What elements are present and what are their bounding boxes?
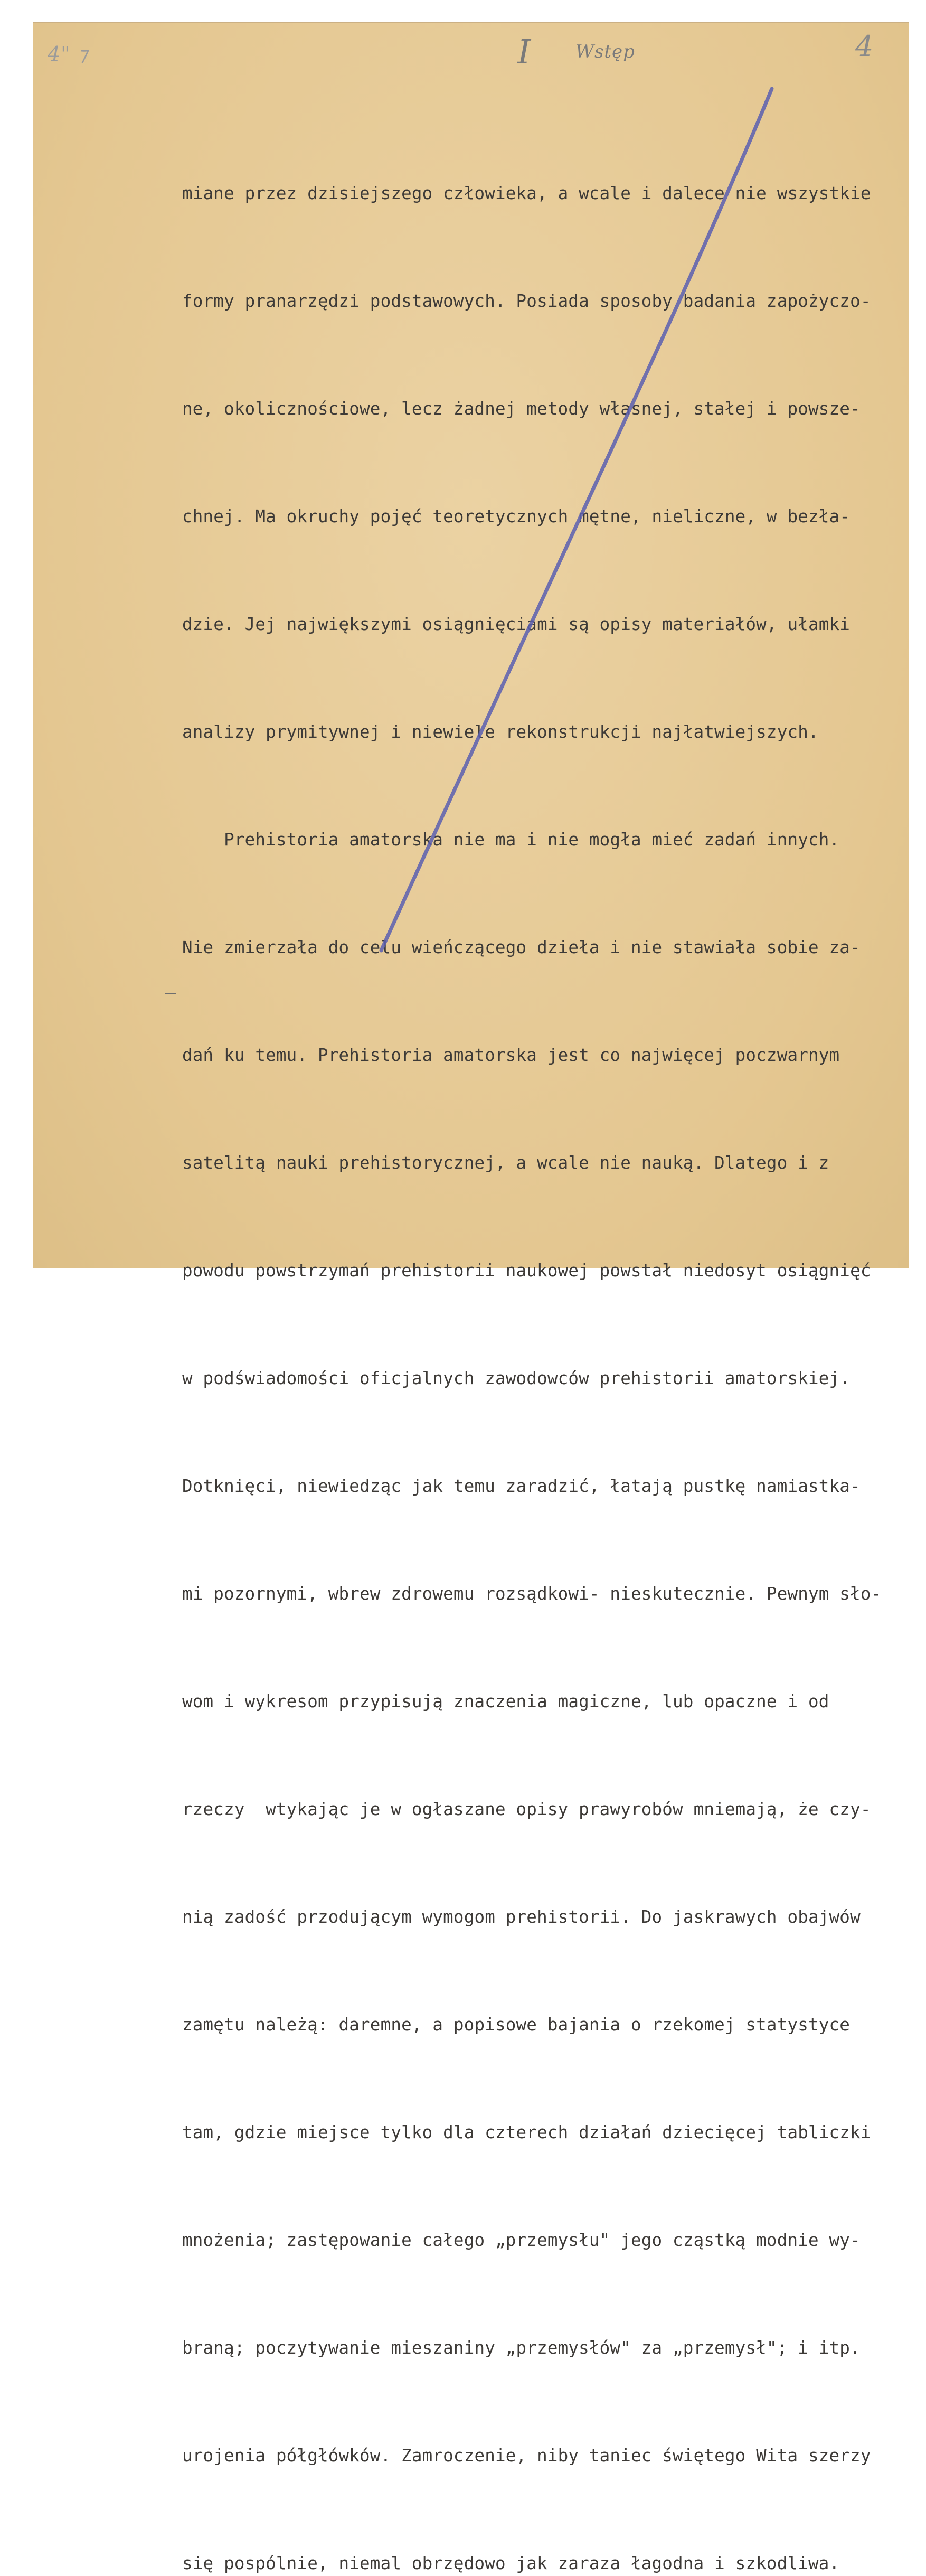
text-line: tam, gdzie miejsce tylko dla czterech działań dziecięcej tabliczki <box>182 2122 871 2142</box>
margin-tick-mark <box>165 993 176 994</box>
text-line: braną; poczytywanie mieszaniny „przemysłów" za „przemysł"; i itp. <box>182 2338 861 2358</box>
text-line: w podświadomości oficjalnych zawodowców prehistorii amatorskiej. <box>182 1368 851 1388</box>
text-line: formy pranarzędzi podstawowych. Posiada sposoby badania zapożyczo- <box>182 291 871 311</box>
text-line: ne, okolicznościowe, lecz żadnej metody własnej, stałej i powsze- <box>182 399 861 419</box>
text-line: satelitą nauki prehistorycznej, a wcale nie nauką. Dlatego i z <box>182 1153 829 1173</box>
body-text <box>182 104 900 2576</box>
text-line: nią zadość przodującym wymogom prehistorii. Do jaskrawych obajwów <box>182 1907 861 1927</box>
margin-annotation: 4" ⁊ <box>48 42 88 65</box>
section-number: I <box>517 33 532 72</box>
text-line: urojenia półgłówków. Zamroczenie, niby taniec świętego Wita szerzy <box>182 2446 871 2466</box>
text-line: mi pozornymi, wbrew zdrowemu rozsądkowi- nieskutecznie. Pewnym sło- <box>182 1584 882 1604</box>
text-line: zamętu należą: daremne, a popisowe bajania o rzekomej statystyce <box>182 2015 851 2035</box>
text-line: Dotknięci, niewiedząc jak temu zaradzić, łatają pustkę namiastka- <box>182 1476 861 1496</box>
text-line: miane przez dzisiejszego człowieka, a wcale i dalece nie wszystkie <box>182 183 871 203</box>
text-line: wom i wykresom przypisują znaczenia magiczne, lub opaczne i od <box>182 1691 829 1712</box>
section-note: Wstęp <box>575 41 635 62</box>
page-number: 4 <box>855 30 874 63</box>
text-line: powodu powstrzymań prehistorii naukowej powstał niedosyt osiągnięć <box>182 1261 871 1281</box>
text-line: analizy prymitywnej i niewiele rekonstrukcji najłatwiejszych. <box>182 722 819 742</box>
text-line: się pospólnie, niemal obrzędowo jak zaraza łagodna i szkodliwa. <box>182 2553 840 2573</box>
text-line: chnej. Ma okruchy pojęć teoretycznych mętne, nieliczne, w bezła- <box>182 506 851 527</box>
text-line: dań ku temu. Prehistoria amatorska jest co najwięcej poczwarnym <box>182 1045 840 1065</box>
text-line: Prehistoria amatorska nie ma i nie mogła mieć zadań innych. <box>182 830 840 850</box>
text-line: Nie zmierzała do celu wieńczącego dzieła i nie stawiała sobie za- <box>182 937 861 957</box>
text-line: mnożenia; zastępowanie całego „przemysłu" jego cząstką modnie wy- <box>182 2230 861 2250</box>
text-line: dzie. Jej największymi osiągnięciami są opisy materiałów, ułamki <box>182 614 851 634</box>
text-line: rzeczy wtykając je w ogłaszane opisy prawyrobów mniemają, że czy- <box>182 1799 871 1819</box>
